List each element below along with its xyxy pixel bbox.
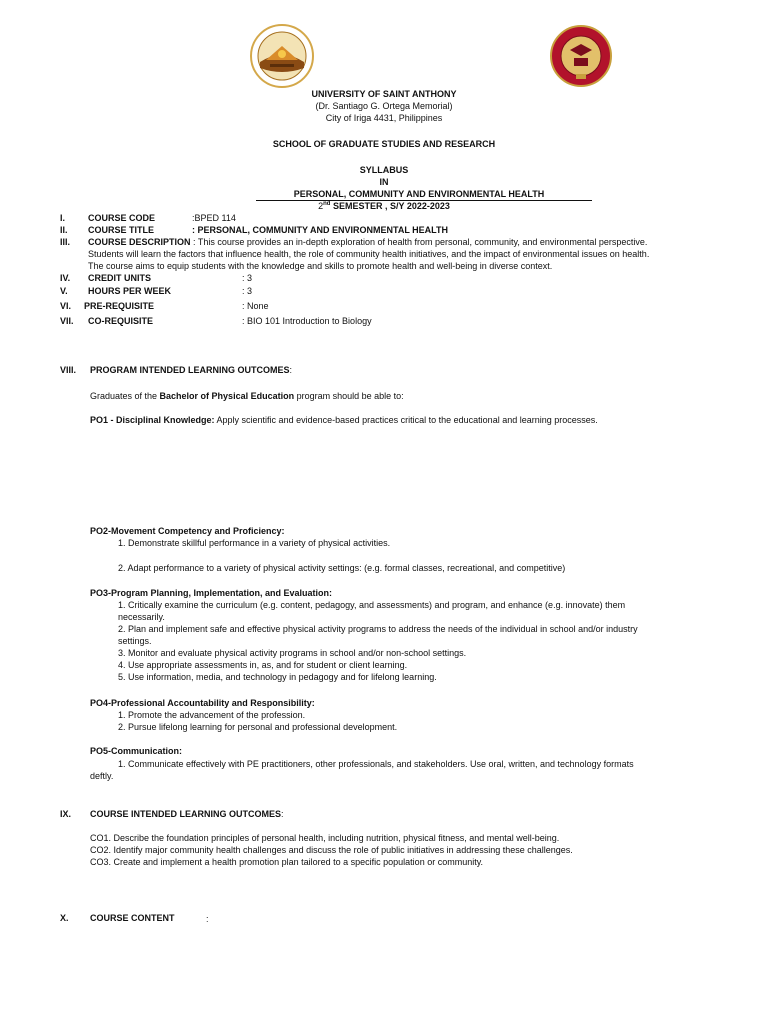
- po3-item-1a: 1. Critically examine the curriculum (e.g. content, pedagogy, and assessments) and program, and enhance (e.g. innovate) them: [118, 600, 626, 610]
- po3-item-2a: 2. Plan and implement safe and effective physical activity programs to address the needs of the individual in school and/or industry: [118, 624, 638, 634]
- course-description-text-1: : This course provides an in-depth exploration of health from personal, community, and environmental perspective.: [190, 237, 648, 247]
- section-viii-number: VIII.: [60, 365, 77, 375]
- hours-per-week-value: : 3: [242, 286, 253, 296]
- semester-number: 2: [318, 201, 324, 211]
- po2-item-2: 2. Adapt performance to a variety of physical activity settings: (e.g. formal classes, recreational, and competitive): [118, 563, 566, 573]
- co1: CO1. Describe the foundation principles of personal health, including nutrition, physical fitness, and mental well-being.: [90, 833, 560, 843]
- section-i-number: I.: [60, 213, 66, 223]
- po3-item-3: 3. Monitor and evaluate physical activity programs in school and/or non-school settings.: [118, 648, 467, 658]
- section-ix-number: IX.: [60, 809, 72, 819]
- po3-item-2b: settings.: [118, 636, 152, 646]
- university-seal-icon: [250, 24, 314, 88]
- program-name: Bachelor of Physical Education: [159, 391, 295, 401]
- course-content-label: COURSE CONTENT: [90, 913, 175, 923]
- course-content-colon: :: [206, 914, 209, 924]
- po1-label: PO1 - Disciplinal Knowledge:: [90, 415, 215, 425]
- course-description-line-2: Students will learn the factors that influence health, the role of community health initiatives, and the impact of environmental issues on health.: [88, 249, 650, 259]
- city-address: City of Iriga 4431, Philippines: [325, 113, 443, 123]
- pilo-intro-post: program should be able to:: [294, 391, 404, 401]
- course-description-label: COURSE DESCRIPTION: [88, 237, 191, 247]
- section-iii-number: III.: [60, 237, 71, 247]
- section-iv-number: IV.: [60, 273, 71, 283]
- course-title-label: COURSE TITLE: [88, 225, 155, 235]
- po1-text: Apply scientific and evidence-based practices critical to the educational and learning processes.: [214, 415, 598, 425]
- section-v-number: V.: [60, 286, 68, 296]
- pilo-intro: [90, 390, 404, 402]
- school-name: SCHOOL OF GRADUATE STUDIES AND RESEARCH: [272, 139, 496, 149]
- course-code-label: COURSE CODE: [88, 213, 156, 223]
- section-x-number: X.: [60, 913, 69, 923]
- po2-label: PO2-Movement Competency and Proficiency:: [90, 526, 285, 536]
- pilo-heading-colon: :: [289, 365, 293, 375]
- course-code-value: :BPED 114: [192, 213, 236, 223]
- po3-item-1b: necessarily.: [118, 612, 165, 622]
- pilo-intro-pre: Graduates of the: [90, 391, 160, 401]
- po5-item-1a: 1. Communicate effectively with PE practitioners, other professionals, and stakeholders. Use oral, written, and technology formats: [118, 759, 634, 769]
- semester-suffix: nd: [323, 201, 331, 207]
- cilo-heading-colon: :: [281, 809, 284, 819]
- credit-units-value: : 3: [242, 273, 253, 283]
- course-heading-text: PERSONAL, COMMUNITY AND ENVIRONMENTAL HEALTH: [293, 189, 545, 199]
- course-title-value: : PERSONAL, COMMUNITY AND ENVIRONMENTAL HEALTH: [192, 225, 448, 235]
- co-requisite-label: CO-REQUISITE: [88, 316, 154, 326]
- po1: [90, 414, 598, 426]
- co-requisite-value: : BIO 101 Introduction to Biology: [242, 316, 372, 326]
- course-description-line-1: [88, 236, 647, 248]
- po4-item-2: 2. Pursue lifelong learning for personal and professional development.: [118, 722, 398, 732]
- section-vi-number: VI.: [60, 301, 72, 311]
- university-name: UNIVERSITY OF SAINT ANTHONY: [311, 89, 457, 99]
- section-vii-number: VII.: [60, 316, 74, 326]
- pre-requisite-label: PRE-REQUISITE: [84, 301, 155, 311]
- credit-units-label: CREDIT UNITS: [88, 273, 151, 283]
- graduate-school-seal-icon: [546, 24, 616, 88]
- co3: CO3. Create and implement a health promotion plan tailored to a specific population or community.: [90, 857, 484, 867]
- pilo-heading: [90, 364, 292, 376]
- po3-item-5: 5. Use information, media, and technology in pedagogy and for lifelong learning.: [118, 672, 437, 682]
- po5-label: PO5-Communication:: [90, 746, 183, 756]
- pre-requisite-value: : None: [242, 301, 269, 311]
- po2-item-1: 1. Demonstrate skillful performance in a variety of physical activities.: [118, 538, 391, 548]
- syllabus-heading: SYLLABUS: [359, 165, 409, 175]
- semester-line: [0, 200, 768, 212]
- po4-item-1: 1. Promote the advancement of the profession.: [118, 710, 306, 720]
- course-description-line-3: The course aims to equip students with the knowledge and skills to promote health and well-being in diverse context.: [88, 261, 553, 271]
- hours-per-week-label: HOURS PER WEEK: [88, 286, 172, 296]
- po5-item-1b: deftly.: [90, 771, 114, 781]
- in-heading: IN: [379, 177, 389, 187]
- memorial-subtitle: (Dr. Santiago G. Ortega Memorial): [315, 101, 453, 111]
- section-ii-number: II.: [60, 225, 68, 235]
- po3-item-4: 4. Use appropriate assessments in, as, and for student or client learning.: [118, 660, 408, 670]
- semester-text: SEMESTER , S/Y 2022-2023: [330, 201, 450, 211]
- po4-label: PO4-Professional Accountability and Responsibility:: [90, 698, 315, 708]
- co2: CO2. Identify major community health challenges and discuss the role of public initiatives in addressing these challenges.: [90, 845, 573, 855]
- cilo-heading: [90, 808, 284, 820]
- po3-label: PO3-Program Planning, Implementation, and Evaluation:: [90, 588, 333, 598]
- cilo-heading-text: COURSE INTENDED LEARNING OUTCOMES: [90, 809, 282, 819]
- pilo-heading-text: PROGRAM INTENDED LEARNING OUTCOMES: [90, 365, 290, 375]
